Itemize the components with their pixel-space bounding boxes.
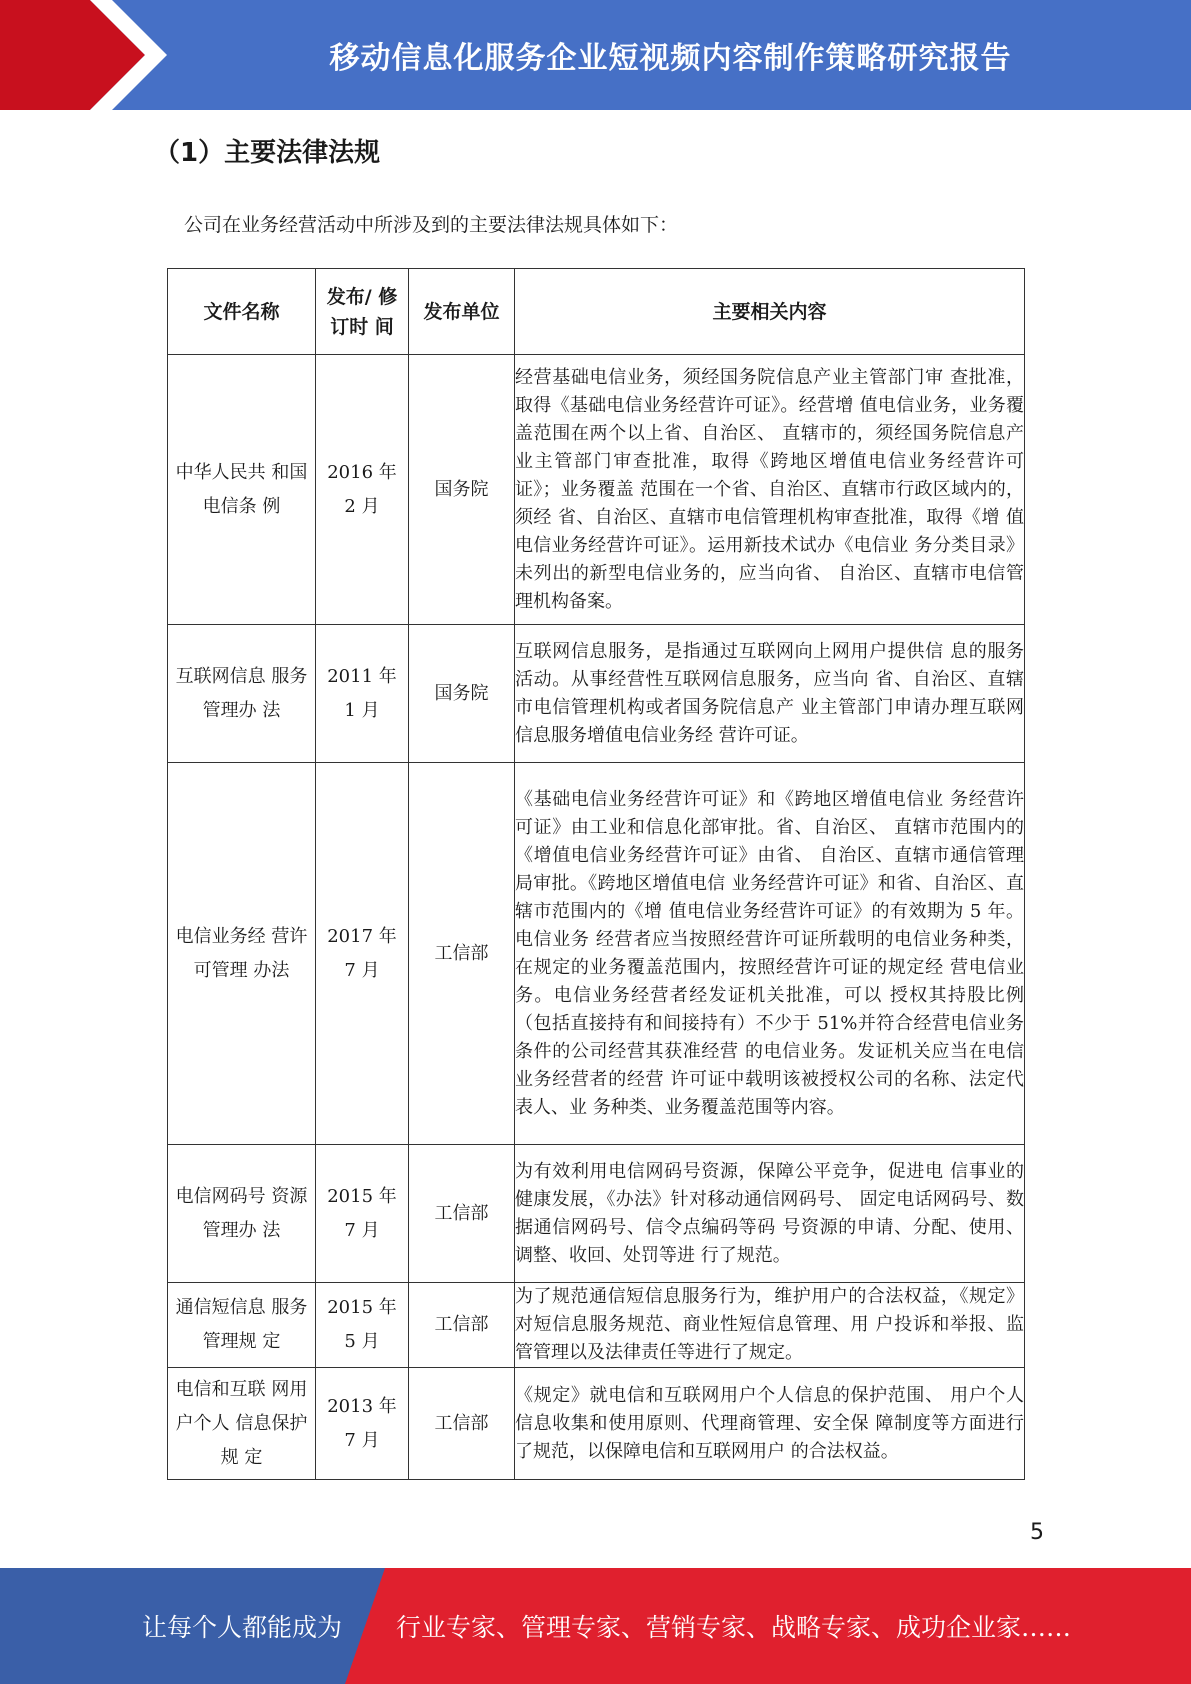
law-date-month: 2 月: [344, 495, 380, 517]
law-date: [316, 355, 409, 625]
footer-slogan-right: 行业专家、管理专家、营销专家、战略专家、成功企业家……: [396, 1613, 1072, 1642]
law-date: [316, 1145, 409, 1283]
law-date-month: 7 月: [344, 1429, 380, 1451]
law-name: 电信和互联 网用户个人 信息保护规 定: [168, 1368, 316, 1480]
table-row: [168, 1283, 1025, 1368]
law-name: 电信网码号 资源管理办 法: [168, 1145, 316, 1283]
law-date-year: 2015 年: [327, 1185, 397, 1207]
table-row: [168, 763, 1025, 1145]
table-row: [168, 1368, 1025, 1480]
law-date: [316, 625, 409, 763]
law-date-year: 2016 年: [327, 461, 397, 483]
law-name: 中华人民共 和国电信条 例: [168, 355, 316, 625]
col-header-issuer: 发布单位: [409, 269, 515, 355]
law-content: 《规定》就电信和互联网用户个人信息的保护范围、 用户个人信息收集和使用原则、代理商管理、安全保 障制度等方面进行了规范，以保障电信和互联网用户 的合法权益。: [515, 1368, 1025, 1480]
table-row: [168, 355, 1025, 625]
header-chevron-decoration: [0, 0, 200, 110]
law-content: 经营基础电信业务，须经国务院信息产业主管部门审 查批准，取得《基础电信业务经营许可证》。经营增 值电信业务，业务覆盖范围在两个以上省、自治区、 直辖市的，须经国务院信息产业主管部门审查批准，取得《跨地区增值电信业务经营许可证》；业务覆盖 范围在一个省、自治区、直辖市行政区域内的，须经 省、自治区、直辖市电信管理机构审查批准，取得《增 值电信业务经营许可证》。运用新技术试办《电信业 务分类目录》未列出的新型电信业务的，应当向省、 自治区、直辖市电信管理机构备案。: [515, 355, 1025, 625]
law-date-year: 2013 年: [327, 1395, 397, 1417]
report-title: 移动信息化服务企业短视频内容制作策略研究报告: [329, 41, 1012, 76]
footer-slogan-left: 让每个人都能成为: [142, 1613, 343, 1642]
intro-paragraph: 公司在业务经营活动中所涉及到的主要法律法规具体如下：: [184, 214, 679, 236]
law-content: 为有效利用电信网码号资源，保障公平竞争，促进电 信事业的健康发展，《办法》针对移动通信网码号、 固定电话网码号、数据通信网码号、信令点编码等码 号资源的申请、分配、使用、调整、收回、处罚等进 行了规范。: [515, 1145, 1025, 1283]
col-header-name: 文件名称: [168, 269, 316, 355]
laws-table: [167, 268, 1025, 1480]
table-header-row: [168, 269, 1025, 355]
law-issuer: 国务院: [409, 355, 515, 625]
law-date-year: 2011 年: [327, 665, 397, 687]
page-number: 5: [1030, 1520, 1044, 1545]
law-issuer: 工信部: [409, 1283, 515, 1368]
law-issuer: 工信部: [409, 1145, 515, 1283]
table-row: [168, 625, 1025, 763]
section-heading: （1）主要法律法规: [154, 138, 381, 168]
law-content: 《基础电信业务经营许可证》和《跨地区增值电信业 务经营许可证》由工业和信息化部审批。省、自治区、 直辖市范围内的《增值电信业务经营许可证》由省、 自治区、直辖市通信管理局审批。《跨地区增值电信 业务经营许可证》和省、自治区、直辖市范围内的《增 值电信业务经营许可证》的有效期为 5 年。电信业务 经营者应当按照经营许可证所载明的电信业务种类， 在规定的业务覆盖范围内，按照经营许可证的规定经 营电信业务。电信业务经营者经发证机关批准，可以 授权其持股比例（包括直接持有和间接持有）不少于 51%并符合经营电信业务条件的公司经营其获准经营 的电信业务。发证机关应当在电信业务经营者的经营 许可证中载明该被授权公司的名称、法定代表人、业 务种类、业务覆盖范围等内容。: [515, 763, 1025, 1145]
law-date-year: 2015 年: [327, 1297, 397, 1318]
law-issuer: 工信部: [409, 763, 515, 1145]
law-date-month: 1 月: [344, 699, 380, 721]
law-date: [316, 1283, 409, 1368]
law-date: [316, 1368, 409, 1480]
law-date-month: 7 月: [344, 1219, 380, 1241]
law-issuer: 工信部: [409, 1368, 515, 1480]
law-issuer: 国务院: [409, 625, 515, 763]
law-name: 电信业务经 营许可管理 办法: [168, 763, 316, 1145]
law-content: 互联网信息服务，是指通过互联网向上网用户提供信 息的服务活动。从事经营性互联网信息服务，应当向 省、自治区、直辖市电信管理机构或者国务院信息产 业主管部门申请办理互联网信息服务增值电信业务经 营许可证。: [515, 625, 1025, 763]
law-content: 为了规范通信短信息服务行为，维护用户的合法权益，《规定》对短信息服务规范、商业性短信息管理、用 户投诉和举报、监管管理以及法律责任等进行了规定。: [515, 1283, 1025, 1368]
law-date-month: 7 月: [344, 959, 380, 981]
page-footer: [0, 1568, 1191, 1684]
law-name: 互联网信息 服务管理办 法: [168, 625, 316, 763]
col-header-content: 主要相关内容: [515, 269, 1025, 355]
law-date-year: 2017 年: [327, 925, 397, 947]
law-date: [316, 763, 409, 1145]
law-date-month: 5 月: [344, 1331, 380, 1352]
page-header: [0, 0, 1191, 110]
col-header-date: 发布/ 修订时 间: [316, 269, 409, 355]
table-row: [168, 1145, 1025, 1283]
law-name: 通信短信息 服务管理规 定: [168, 1283, 316, 1368]
